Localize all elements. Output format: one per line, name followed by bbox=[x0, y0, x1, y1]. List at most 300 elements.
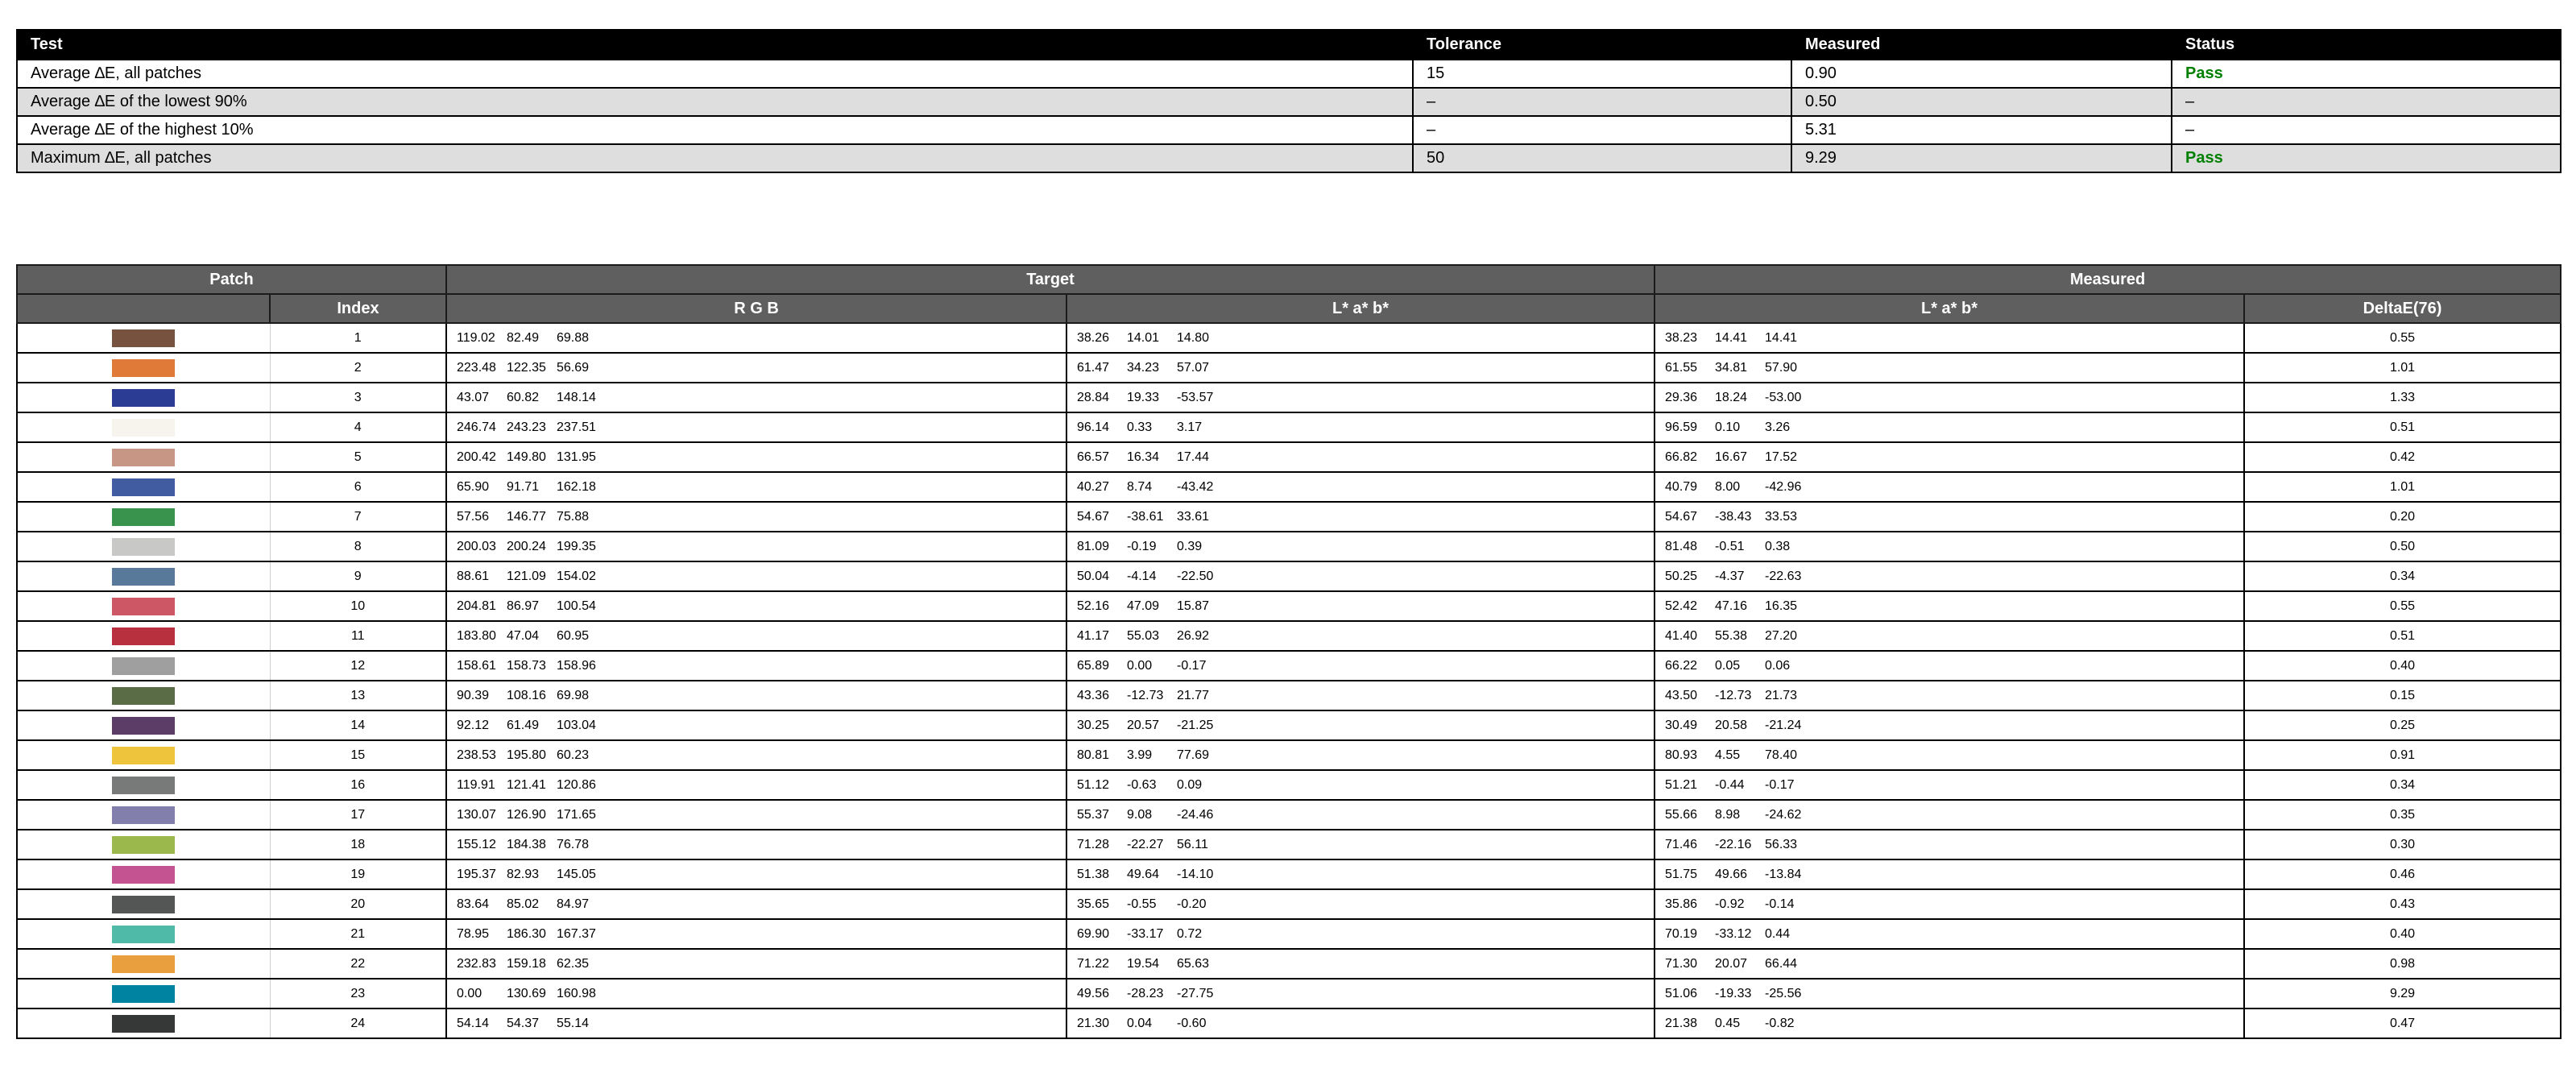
measured-lab-value: 14.41 bbox=[1765, 330, 1798, 345]
measured-lab-value: 0.45 bbox=[1715, 1016, 1741, 1030]
patch-table bbox=[16, 264, 2562, 1039]
rgb-value: 155.12 bbox=[457, 837, 496, 851]
target-lab-value: 0.33 bbox=[1127, 420, 1153, 434]
delta-e: 0.50 bbox=[2244, 532, 2561, 561]
delta-e: 9.29 bbox=[2244, 979, 2561, 1009]
delta-e: 0.34 bbox=[2244, 770, 2561, 800]
target-rgb bbox=[446, 800, 1066, 830]
patch-row bbox=[17, 889, 2561, 919]
target-lab-value: 55.37 bbox=[1077, 807, 1110, 822]
patch-swatch-cell bbox=[17, 323, 270, 353]
measured-lab-value: 21.73 bbox=[1765, 688, 1798, 702]
color-swatch bbox=[112, 896, 175, 913]
color-swatch bbox=[112, 955, 175, 973]
measured-lab-value: 8.00 bbox=[1715, 479, 1741, 494]
delta-e: 0.40 bbox=[2244, 651, 2561, 681]
delta-e: 0.43 bbox=[2244, 889, 2561, 919]
patch-index: 1 bbox=[270, 323, 446, 353]
target-lab bbox=[1066, 1009, 1655, 1038]
measured-lab-value: -4.37 bbox=[1715, 569, 1745, 583]
rgb-value: 130.69 bbox=[507, 986, 546, 1000]
rgb-value: 55.14 bbox=[557, 1016, 590, 1030]
target-lab-value: 40.27 bbox=[1077, 479, 1110, 494]
measured-lab bbox=[1655, 830, 2244, 859]
target-lab-value: -43.42 bbox=[1177, 479, 1214, 494]
rgb-value: 145.05 bbox=[557, 867, 596, 881]
measured-lab bbox=[1655, 1009, 2244, 1038]
measured-lab-value: 16.67 bbox=[1715, 449, 1748, 464]
patch-index: 2 bbox=[270, 353, 446, 383]
target-rgb bbox=[446, 383, 1066, 412]
rgb-value: 61.49 bbox=[507, 718, 540, 732]
target-lab-value: 0.00 bbox=[1127, 658, 1153, 673]
measured-lab-value: 49.66 bbox=[1715, 867, 1748, 881]
patch-index: 17 bbox=[270, 800, 446, 830]
target-lab-value: 8.74 bbox=[1127, 479, 1153, 494]
summary-measured: 5.31 bbox=[1791, 116, 2172, 144]
patch-index: 13 bbox=[270, 681, 446, 710]
measured-lab-value: 66.22 bbox=[1665, 658, 1698, 673]
patch-swatch-cell bbox=[17, 889, 270, 919]
delta-e: 0.30 bbox=[2244, 830, 2561, 859]
measured-lab-value: 33.53 bbox=[1765, 509, 1798, 524]
target-lab-value: 30.25 bbox=[1077, 718, 1110, 732]
measured-lab-value: 78.40 bbox=[1765, 748, 1798, 762]
measured-lab-value: 71.46 bbox=[1665, 837, 1698, 851]
color-swatch bbox=[112, 836, 175, 854]
summary-test: Maximum ∆E, all patches bbox=[17, 144, 1413, 172]
target-lab-value: 0.09 bbox=[1177, 777, 1203, 792]
target-lab-value: 33.61 bbox=[1177, 509, 1210, 524]
target-lab bbox=[1066, 532, 1655, 561]
measured-lab-value: -33.12 bbox=[1715, 926, 1752, 941]
target-rgb bbox=[446, 532, 1066, 561]
rgb-value: 0.00 bbox=[457, 986, 482, 1000]
col-header-measured-lab: L* a* b* bbox=[1655, 294, 2244, 323]
patch-index: 4 bbox=[270, 412, 446, 442]
target-lab-value: 81.09 bbox=[1077, 539, 1110, 553]
patch-row bbox=[17, 591, 2561, 621]
target-lab bbox=[1066, 710, 1655, 740]
measured-lab-value: 80.93 bbox=[1665, 748, 1698, 762]
rgb-value: 65.90 bbox=[457, 479, 490, 494]
col-header-index: Index bbox=[270, 294, 446, 323]
delta-e: 1.01 bbox=[2244, 353, 2561, 383]
measured-lab-value: 55.38 bbox=[1715, 628, 1748, 643]
target-lab-value: 71.28 bbox=[1077, 837, 1110, 851]
delta-e: 0.55 bbox=[2244, 591, 2561, 621]
rgb-value: 60.95 bbox=[557, 628, 590, 643]
measured-lab bbox=[1655, 949, 2244, 979]
patch-index: 15 bbox=[270, 740, 446, 770]
rgb-value: 148.14 bbox=[557, 390, 596, 404]
target-lab-value: 0.72 bbox=[1177, 926, 1203, 941]
rgb-value: 184.38 bbox=[507, 837, 546, 851]
measured-lab bbox=[1655, 800, 2244, 830]
patch-index: 11 bbox=[270, 621, 446, 651]
measured-lab-value: 21.38 bbox=[1665, 1016, 1698, 1030]
target-lab bbox=[1066, 979, 1655, 1009]
summary-header-row bbox=[17, 30, 2561, 60]
header-tolerance: Tolerance bbox=[1413, 30, 1791, 60]
patch-swatch-cell bbox=[17, 502, 270, 532]
measured-lab bbox=[1655, 740, 2244, 770]
header-test: Test bbox=[17, 30, 1413, 60]
target-rgb bbox=[446, 710, 1066, 740]
measured-lab bbox=[1655, 979, 2244, 1009]
target-rgb bbox=[446, 442, 1066, 472]
patch-index: 16 bbox=[270, 770, 446, 800]
measured-lab bbox=[1655, 502, 2244, 532]
delta-e: 0.55 bbox=[2244, 323, 2561, 353]
target-lab-value: 52.16 bbox=[1077, 598, 1110, 613]
rgb-value: 246.74 bbox=[457, 420, 496, 434]
target-rgb bbox=[446, 502, 1066, 532]
target-lab bbox=[1066, 472, 1655, 502]
measured-lab-value: -0.44 bbox=[1715, 777, 1745, 792]
target-lab bbox=[1066, 651, 1655, 681]
target-lab-value: 49.64 bbox=[1127, 867, 1160, 881]
target-lab bbox=[1066, 859, 1655, 889]
rgb-value: 83.64 bbox=[457, 897, 490, 911]
target-rgb bbox=[446, 949, 1066, 979]
target-lab-value: -0.20 bbox=[1177, 897, 1207, 911]
rgb-value: 146.77 bbox=[507, 509, 546, 524]
patch-index: 23 bbox=[270, 979, 446, 1009]
measured-lab bbox=[1655, 889, 2244, 919]
measured-lab bbox=[1655, 621, 2244, 651]
target-lab-value: 20.57 bbox=[1127, 718, 1160, 732]
measured-lab-value: 66.82 bbox=[1665, 449, 1698, 464]
target-rgb bbox=[446, 651, 1066, 681]
rgb-value: 69.98 bbox=[557, 688, 590, 702]
rgb-value: 237.51 bbox=[557, 420, 596, 434]
measured-lab-value: 43.50 bbox=[1665, 688, 1698, 702]
target-lab-value: -12.73 bbox=[1127, 688, 1164, 702]
target-lab bbox=[1066, 561, 1655, 591]
rgb-value: 54.14 bbox=[457, 1016, 490, 1030]
rgb-value: 57.56 bbox=[457, 509, 490, 524]
measured-lab bbox=[1655, 532, 2244, 561]
target-lab-value: -0.17 bbox=[1177, 658, 1207, 673]
target-lab-value: -27.75 bbox=[1177, 986, 1214, 1000]
summary-row bbox=[17, 144, 2561, 172]
rgb-value: 69.88 bbox=[557, 330, 590, 345]
measured-lab-value: 20.07 bbox=[1715, 956, 1748, 971]
delta-e: 0.91 bbox=[2244, 740, 2561, 770]
measured-lab-value: 0.05 bbox=[1715, 658, 1741, 673]
patch-row bbox=[17, 770, 2561, 800]
summary-test: Average ∆E of the lowest 90% bbox=[17, 88, 1413, 116]
patch-swatch-cell bbox=[17, 770, 270, 800]
patch-index: 10 bbox=[270, 591, 446, 621]
target-lab-value: 57.07 bbox=[1177, 360, 1210, 375]
target-lab-value: 3.17 bbox=[1177, 420, 1203, 434]
patch-index: 21 bbox=[270, 919, 446, 949]
measured-lab-value: 57.90 bbox=[1765, 360, 1798, 375]
target-lab-value: 0.39 bbox=[1177, 539, 1203, 553]
rgb-value: 62.35 bbox=[557, 956, 590, 971]
measured-lab bbox=[1655, 651, 2244, 681]
target-lab bbox=[1066, 889, 1655, 919]
measured-lab-value: 35.86 bbox=[1665, 897, 1698, 911]
summary-measured: 0.50 bbox=[1791, 88, 2172, 116]
measured-lab bbox=[1655, 383, 2244, 412]
target-lab-value: -53.57 bbox=[1177, 390, 1214, 404]
measured-lab-value: 34.81 bbox=[1715, 360, 1748, 375]
target-lab-value: 80.81 bbox=[1077, 748, 1110, 762]
patch-index: 22 bbox=[270, 949, 446, 979]
delta-e: 0.42 bbox=[2244, 442, 2561, 472]
summary-row bbox=[17, 116, 2561, 144]
measured-lab bbox=[1655, 859, 2244, 889]
rgb-value: 120.86 bbox=[557, 777, 596, 792]
color-swatch bbox=[112, 329, 175, 347]
target-lab-value: 55.03 bbox=[1127, 628, 1160, 643]
measured-lab bbox=[1655, 770, 2244, 800]
measured-lab-value: -0.51 bbox=[1715, 539, 1745, 553]
patch-index: 18 bbox=[270, 830, 446, 859]
target-rgb bbox=[446, 561, 1066, 591]
patch-row bbox=[17, 502, 2561, 532]
patch-index: 5 bbox=[270, 442, 446, 472]
rgb-value: 121.41 bbox=[507, 777, 546, 792]
target-lab bbox=[1066, 323, 1655, 353]
measured-lab-value: -0.82 bbox=[1765, 1016, 1795, 1030]
measured-lab-value: 55.66 bbox=[1665, 807, 1698, 822]
patch-swatch-cell bbox=[17, 859, 270, 889]
rgb-value: 238.53 bbox=[457, 748, 496, 762]
color-swatch bbox=[112, 478, 175, 496]
target-lab-value: -14.10 bbox=[1177, 867, 1214, 881]
target-rgb bbox=[446, 740, 1066, 770]
measured-lab-value: -0.92 bbox=[1715, 897, 1745, 911]
group-header-patch: Patch bbox=[17, 265, 446, 294]
patch-swatch-cell bbox=[17, 1009, 270, 1038]
patch-row bbox=[17, 949, 2561, 979]
measured-lab-value: 51.75 bbox=[1665, 867, 1698, 881]
target-rgb bbox=[446, 412, 1066, 442]
summary-status: – bbox=[2172, 88, 2561, 116]
patch-swatch-cell bbox=[17, 830, 270, 859]
measured-lab-value: 40.79 bbox=[1665, 479, 1698, 494]
patch-swatch-cell bbox=[17, 591, 270, 621]
measured-lab-value: 51.06 bbox=[1665, 986, 1698, 1000]
rgb-value: 195.80 bbox=[507, 748, 546, 762]
target-rgb bbox=[446, 353, 1066, 383]
measured-lab bbox=[1655, 412, 2244, 442]
rgb-value: 47.04 bbox=[507, 628, 540, 643]
color-swatch bbox=[112, 568, 175, 586]
measured-lab-value: 3.26 bbox=[1765, 420, 1791, 434]
rgb-value: 204.81 bbox=[457, 598, 496, 613]
target-lab-value: 41.17 bbox=[1077, 628, 1110, 643]
target-lab-value: -24.46 bbox=[1177, 807, 1214, 822]
patch-swatch-cell bbox=[17, 532, 270, 561]
patch-swatch-cell bbox=[17, 353, 270, 383]
rgb-value: 76.78 bbox=[557, 837, 590, 851]
col-header-target-rgb: R G B bbox=[446, 294, 1066, 323]
measured-lab-value: -24.62 bbox=[1765, 807, 1802, 822]
color-swatch bbox=[112, 449, 175, 466]
measured-lab-value: 18.24 bbox=[1715, 390, 1748, 404]
color-swatch bbox=[112, 389, 175, 407]
target-lab-value: -22.50 bbox=[1177, 569, 1214, 583]
target-lab-value: 16.34 bbox=[1127, 449, 1160, 464]
measured-lab-value: 0.38 bbox=[1765, 539, 1791, 553]
rgb-value: 54.37 bbox=[507, 1016, 540, 1030]
rgb-value: 232.83 bbox=[457, 956, 496, 971]
rgb-value: 92.12 bbox=[457, 718, 490, 732]
target-lab bbox=[1066, 800, 1655, 830]
measured-lab bbox=[1655, 323, 2244, 353]
target-lab-value: 21.77 bbox=[1177, 688, 1210, 702]
target-rgb bbox=[446, 770, 1066, 800]
target-lab-value: 51.38 bbox=[1077, 867, 1110, 881]
rgb-value: 154.02 bbox=[557, 569, 596, 583]
target-lab-value: 47.09 bbox=[1127, 598, 1160, 613]
target-lab-value: -21.25 bbox=[1177, 718, 1214, 732]
measured-lab-value: 0.44 bbox=[1765, 926, 1791, 941]
rgb-value: 243.23 bbox=[507, 420, 546, 434]
target-lab-value: 38.26 bbox=[1077, 330, 1110, 345]
measured-lab-value: -53.00 bbox=[1765, 390, 1802, 404]
patch-swatch-cell bbox=[17, 472, 270, 502]
target-lab-value: 71.22 bbox=[1077, 956, 1110, 971]
rgb-value: 158.96 bbox=[557, 658, 596, 673]
measured-lab-value: 56.33 bbox=[1765, 837, 1798, 851]
patch-row bbox=[17, 353, 2561, 383]
summary-tolerance: 15 bbox=[1413, 60, 1791, 88]
measured-lab-value: 96.59 bbox=[1665, 420, 1698, 434]
patch-swatch-cell bbox=[17, 710, 270, 740]
measured-lab-value: 4.55 bbox=[1715, 748, 1741, 762]
measured-lab-value: 0.06 bbox=[1765, 658, 1791, 673]
measured-lab-value: 52.42 bbox=[1665, 598, 1698, 613]
color-swatch bbox=[112, 777, 175, 794]
delta-e: 0.46 bbox=[2244, 859, 2561, 889]
measured-lab-value: -22.63 bbox=[1765, 569, 1802, 583]
color-swatch bbox=[112, 806, 175, 824]
measured-lab-value: 47.16 bbox=[1715, 598, 1748, 613]
color-swatch bbox=[112, 985, 175, 1003]
color-swatch bbox=[112, 1015, 175, 1033]
rgb-value: 82.93 bbox=[507, 867, 540, 881]
target-lab bbox=[1066, 830, 1655, 859]
patch-swatch-cell bbox=[17, 651, 270, 681]
rgb-value: 149.80 bbox=[507, 449, 546, 464]
target-rgb bbox=[446, 591, 1066, 621]
target-lab-value: 19.54 bbox=[1127, 956, 1160, 971]
rgb-value: 84.97 bbox=[557, 897, 590, 911]
summary-row bbox=[17, 60, 2561, 88]
rgb-value: 200.24 bbox=[507, 539, 546, 553]
summary-test: Average ∆E, all patches bbox=[17, 60, 1413, 88]
rgb-value: 121.09 bbox=[507, 569, 546, 583]
delta-e: 1.33 bbox=[2244, 383, 2561, 412]
rgb-value: 119.02 bbox=[457, 330, 495, 345]
measured-lab bbox=[1655, 919, 2244, 949]
target-lab-value: 50.04 bbox=[1077, 569, 1110, 583]
summary-measured: 9.29 bbox=[1791, 144, 2172, 172]
patch-index: 9 bbox=[270, 561, 446, 591]
delta-e: 0.20 bbox=[2244, 502, 2561, 532]
target-lab-value: 19.33 bbox=[1127, 390, 1160, 404]
patch-swatch-cell bbox=[17, 979, 270, 1009]
measured-lab-value: 8.98 bbox=[1715, 807, 1741, 822]
measured-lab-value: 38.23 bbox=[1665, 330, 1698, 345]
rgb-value: 162.18 bbox=[557, 479, 596, 494]
target-rgb bbox=[446, 621, 1066, 651]
target-lab-value: 35.65 bbox=[1077, 897, 1110, 911]
group-header-target: Target bbox=[446, 265, 1655, 294]
target-lab-value: 43.36 bbox=[1077, 688, 1110, 702]
summary-status: Pass bbox=[2172, 60, 2561, 88]
target-lab-value: 61.47 bbox=[1077, 360, 1110, 375]
summary-tolerance: 50 bbox=[1413, 144, 1791, 172]
measured-lab-value: -12.73 bbox=[1715, 688, 1752, 702]
target-lab-value: 0.04 bbox=[1127, 1016, 1153, 1030]
patch-index: 24 bbox=[270, 1009, 446, 1038]
color-swatch bbox=[112, 359, 175, 377]
patch-row bbox=[17, 1009, 2561, 1038]
target-lab-value: 15.87 bbox=[1177, 598, 1210, 613]
target-lab-value: 51.12 bbox=[1077, 777, 1110, 792]
rgb-value: 158.61 bbox=[457, 658, 496, 673]
rgb-value: 108.16 bbox=[507, 688, 546, 702]
target-lab-value: 66.57 bbox=[1077, 449, 1110, 464]
group-header-measured: Measured bbox=[1655, 265, 2561, 294]
measured-lab-value: 29.36 bbox=[1665, 390, 1698, 404]
delta-e: 0.47 bbox=[2244, 1009, 2561, 1038]
summary-tolerance: – bbox=[1413, 116, 1791, 144]
header-status: Status bbox=[2172, 30, 2561, 60]
rgb-value: 183.80 bbox=[457, 628, 496, 643]
patch-row bbox=[17, 800, 2561, 830]
target-lab-value: -0.55 bbox=[1127, 897, 1157, 911]
patch-row bbox=[17, 323, 2561, 353]
delta-e: 0.25 bbox=[2244, 710, 2561, 740]
target-lab bbox=[1066, 770, 1655, 800]
patch-swatch-cell bbox=[17, 681, 270, 710]
target-lab-value: -38.61 bbox=[1127, 509, 1164, 524]
rgb-value: 186.30 bbox=[507, 926, 546, 941]
target-lab-value: 65.89 bbox=[1077, 658, 1110, 673]
target-lab bbox=[1066, 412, 1655, 442]
measured-lab-value: 71.30 bbox=[1665, 956, 1698, 971]
patch-index: 7 bbox=[270, 502, 446, 532]
patch-index: 14 bbox=[270, 710, 446, 740]
target-rgb bbox=[446, 979, 1066, 1009]
header-measured: Measured bbox=[1791, 30, 2172, 60]
target-lab bbox=[1066, 442, 1655, 472]
measured-lab-value: -42.96 bbox=[1765, 479, 1802, 494]
measured-lab-value: 16.35 bbox=[1765, 598, 1798, 613]
target-lab-value: -0.63 bbox=[1127, 777, 1157, 792]
target-rgb bbox=[446, 859, 1066, 889]
patch-row bbox=[17, 740, 2561, 770]
target-lab-value: 28.84 bbox=[1077, 390, 1110, 404]
rgb-value: 85.02 bbox=[507, 897, 540, 911]
rgb-value: 130.07 bbox=[457, 807, 496, 822]
measured-lab bbox=[1655, 681, 2244, 710]
patch-row bbox=[17, 621, 2561, 651]
rgb-value: 103.04 bbox=[557, 718, 596, 732]
measured-lab-value: 17.52 bbox=[1765, 449, 1798, 464]
patch-row bbox=[17, 919, 2561, 949]
rgb-value: 43.07 bbox=[457, 390, 490, 404]
target-lab bbox=[1066, 383, 1655, 412]
